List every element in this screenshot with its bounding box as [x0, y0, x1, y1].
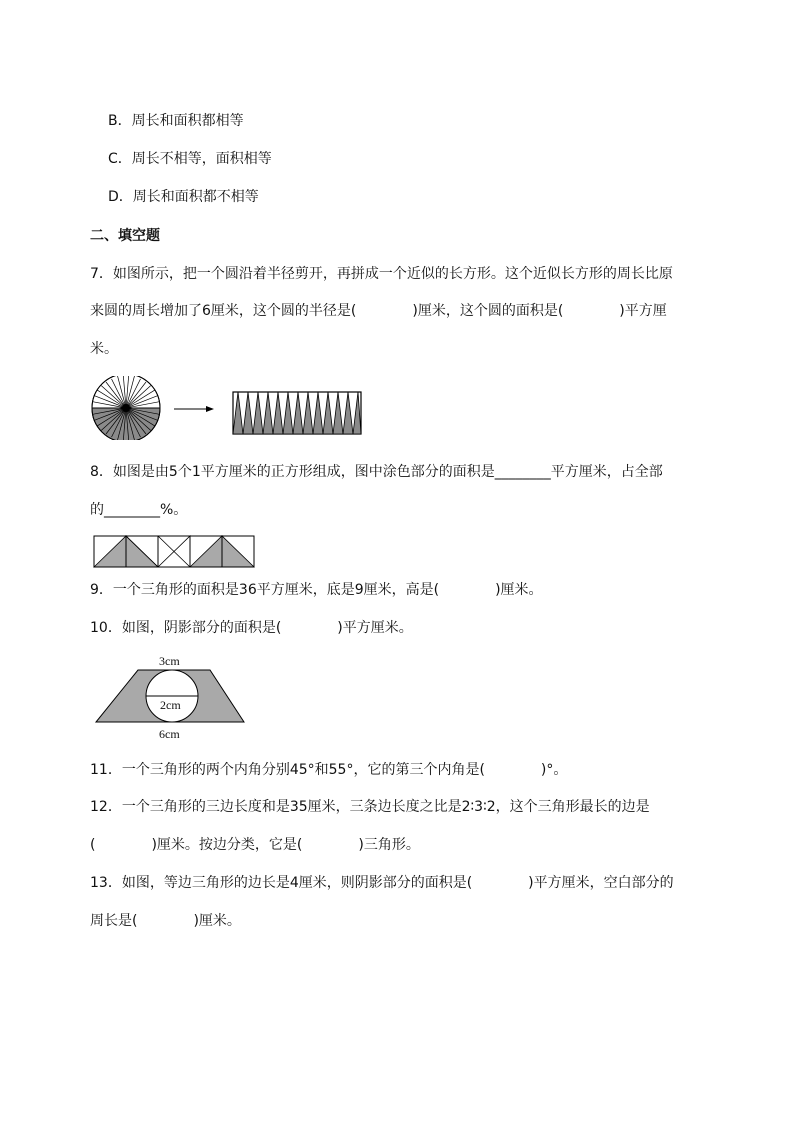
q7-line1: 7．如图所示，把一个圆沿着半径剪开，再拼成一个近似的长方形。这个近似长方形的周长比原	[90, 266, 673, 282]
q10-figure	[92, 652, 252, 742]
q12-line2: ( )厘米。按边分类，它是( )三角形。	[90, 837, 420, 853]
sectored-circle	[92, 376, 160, 440]
q12-line1: 12．一个三角形的三边长度和是35厘米，三条边长度之比是2∶3∶2，这个三角形最长的边是	[90, 799, 650, 815]
q8-figure	[92, 534, 262, 570]
arrow	[174, 406, 214, 412]
label-middle: 2cm	[160, 698, 181, 712]
q8-line2: 的________%。	[90, 502, 188, 518]
q9-text: 9．一个三角形的面积是36平方厘米，底是9厘米，高是( )厘米。	[90, 582, 543, 598]
q13-line1: 13．如图，等边三角形的边长是4厘米，则阴影部分的面积是( )平方厘米，空白部分的	[90, 875, 674, 891]
q7-figure	[90, 376, 370, 440]
label-top: 3cm	[159, 654, 180, 668]
q10-text: 10．如图，阴影部分的面积是( )平方厘米。	[90, 620, 413, 636]
q13-line2: 周长是( )厘米。	[90, 913, 241, 929]
q7-line2: 来圆的周长增加了6厘米，这个圆的半径是( )厘米，这个圆的面积是( )平方厘	[90, 303, 667, 319]
section-title: 二、填空题	[90, 228, 160, 244]
approx-rectangle	[233, 392, 361, 434]
option-d: D．周长和面积都不相等	[108, 189, 259, 205]
q7-line3: 米。	[90, 341, 118, 357]
q8-line1: 8．如图是由5个1平方厘米的正方形组成，图中涂色部分的面积是________平方厘米，占全部	[90, 464, 663, 480]
q11-text: 11．一个三角形的两个内角分别45°和55°，它的第三个内角是( )°。	[90, 762, 568, 778]
option-c: C．周长不相等，面积相等	[108, 151, 272, 167]
label-bottom: 6cm	[159, 727, 180, 741]
option-b: B．周长和面积都相等	[108, 113, 244, 129]
